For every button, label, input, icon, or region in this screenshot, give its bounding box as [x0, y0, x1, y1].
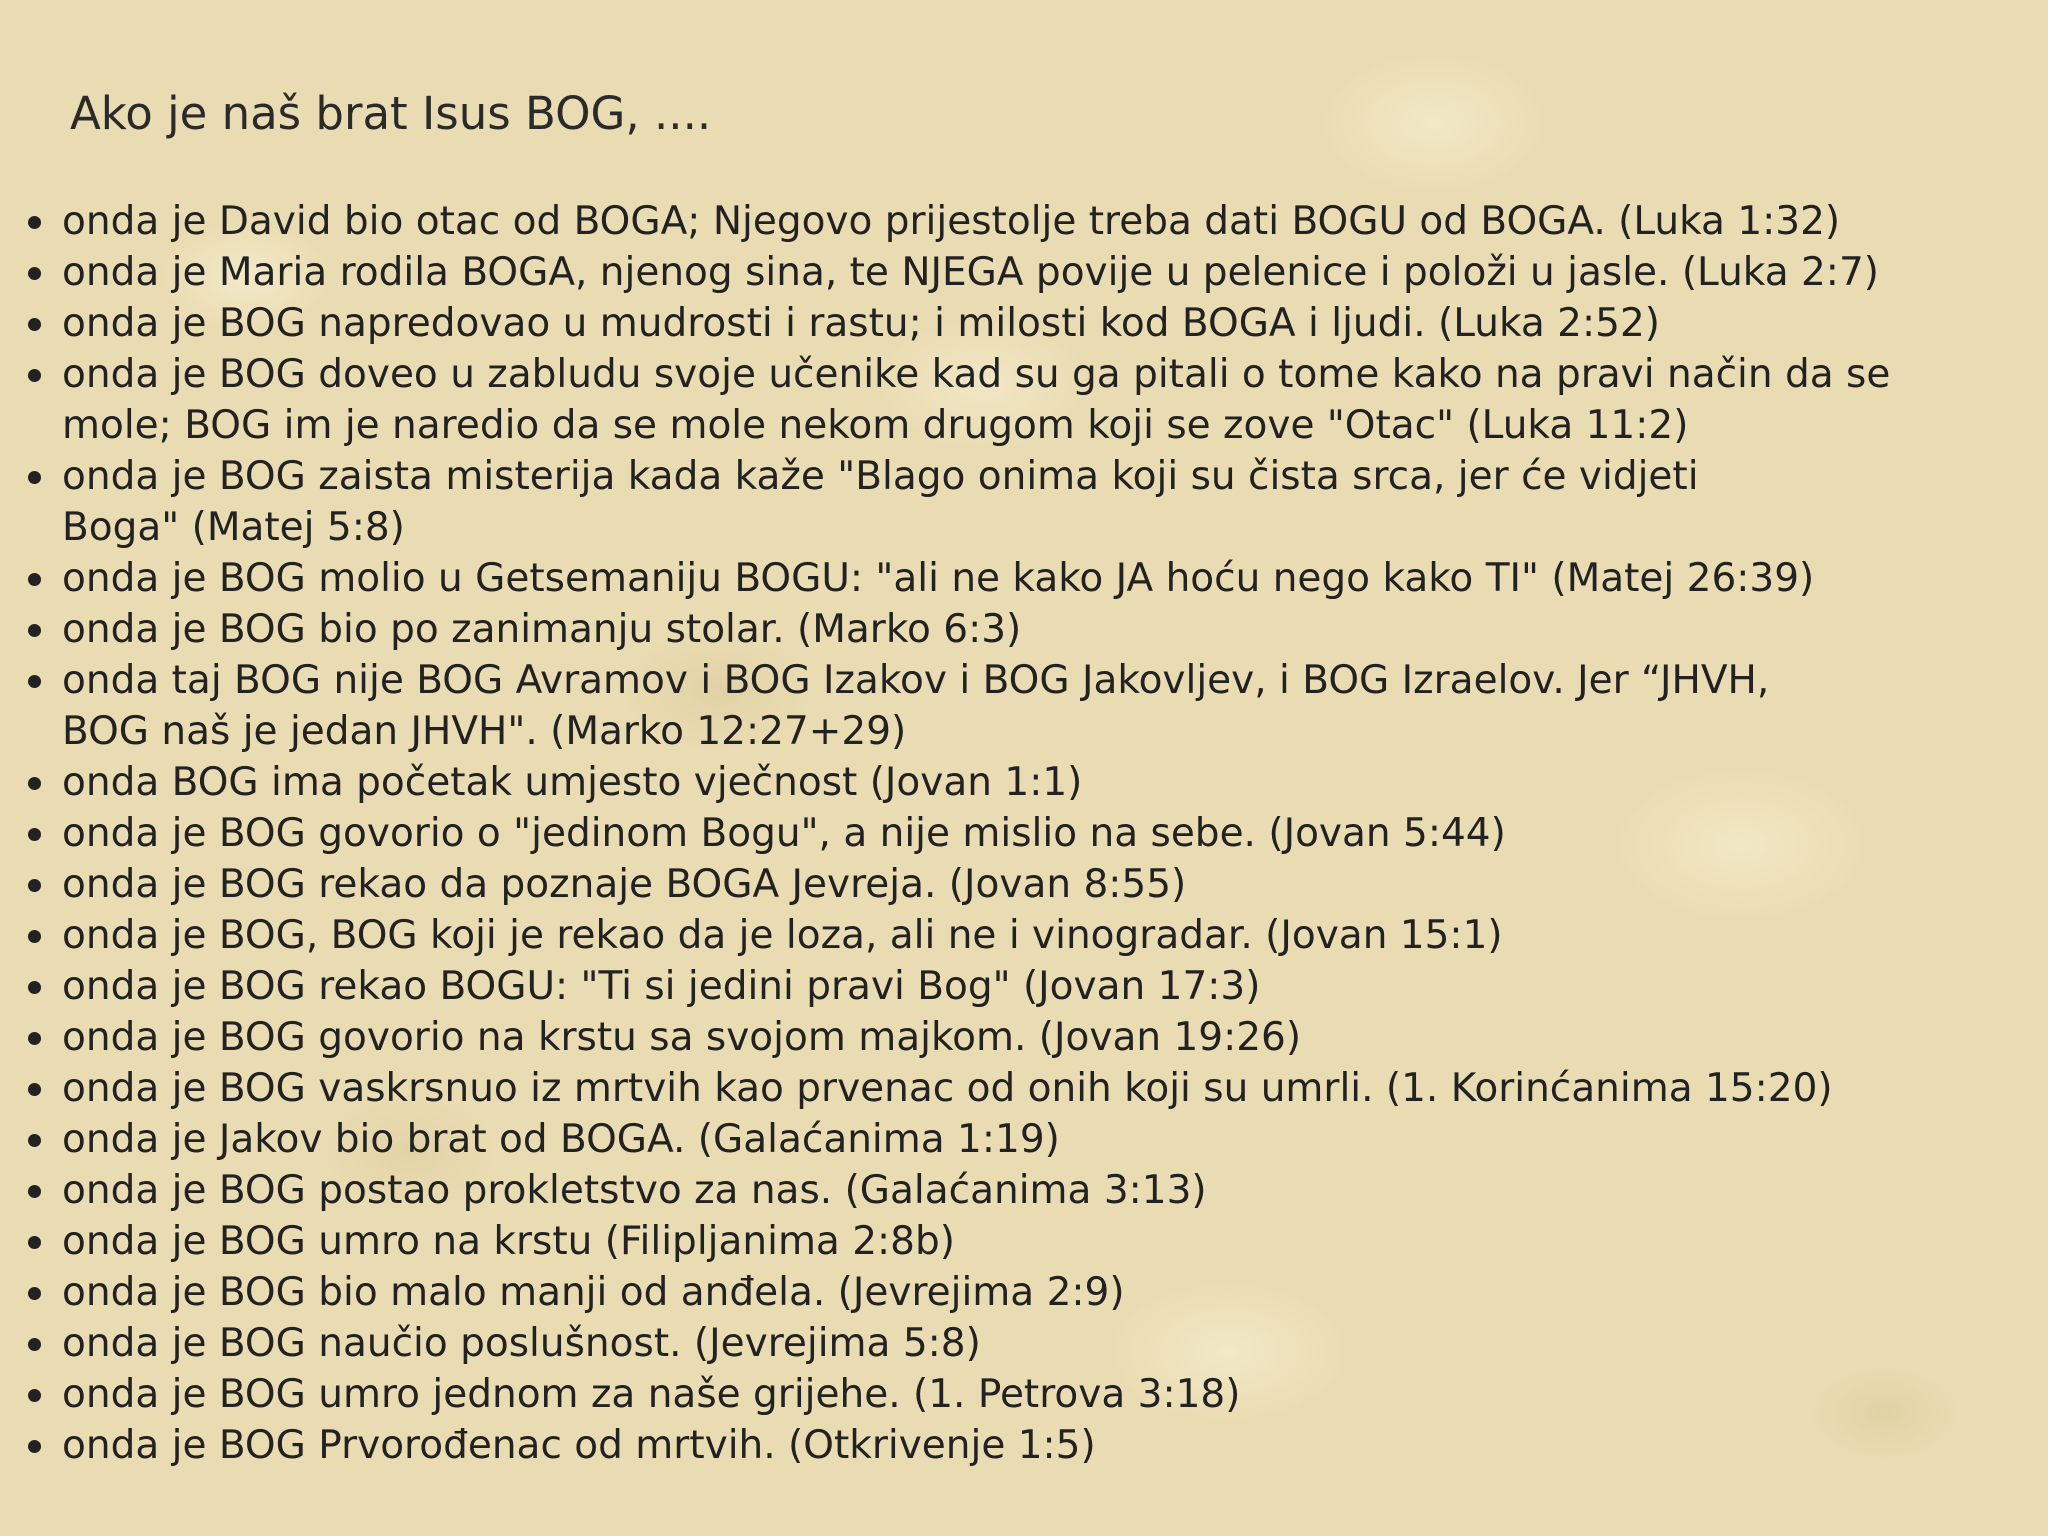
bullet-item [0, 961, 2030, 1012]
bullet-text: onda je Maria rodila BOGA, njenog sina, te NJEGA povije u pelenice i položi u jasle. (Luka 2:7) [62, 250, 1879, 295]
bullet-text: onda je David bio otac od BOGA; Njegovo prijestolje treba dati BOGU od BOGA. (Luka 1:32) [62, 199, 1841, 244]
bullet-text: onda je BOG vaskrsnuo iz mrtvih kao prvenac od onih koji su umrli. (1. Korinćanima 15:20) [62, 1066, 1833, 1111]
bullet-text: onda je BOG govorio o "jedinom Bogu", a nije mislio na sebe. (Jovan 5:44) [62, 811, 1506, 856]
bullet-dot-icon [28, 879, 41, 892]
bullet-text: onda je BOG bio po zanimanju stolar. (Marko 6:3) [62, 607, 1022, 652]
bullet-item [0, 1216, 2030, 1267]
bullet-text: onda je BOG doveo u zabludu svoje učenike kad su ga pitali o tome kako na pravi način da se mole; BOG im je naredio da se mole nekom drugom koji se zove "Otac" (Luka 11:2) [62, 352, 1891, 448]
bullet-dot-icon [28, 1338, 41, 1351]
bullet-dot-icon [28, 1440, 41, 1453]
bullet-text: onda BOG ima početak umjesto vječnost (Jovan 1:1) [62, 760, 1083, 805]
bullet-dot-icon [28, 1287, 41, 1300]
bullet-item [0, 1012, 2030, 1063]
bullet-dot-icon [28, 930, 41, 943]
bullet-item [0, 1267, 2030, 1318]
bullet-text: onda je BOG postao prokletstvo za nas. (Galaćanima 3:13) [62, 1168, 1207, 1213]
bullet-dot-icon [28, 828, 41, 841]
bullet-text: onda je Jakov bio brat od BOGA. (Galaćanima 1:19) [62, 1117, 1060, 1162]
bullet-dot-icon [28, 318, 41, 331]
bullet-text: onda je BOG, BOG koji je rekao da je loza, ali ne i vinogradar. (Jovan 15:1) [62, 913, 1503, 958]
bullet-item [0, 1114, 2030, 1165]
bullet-item [0, 349, 2030, 451]
bullet-item [0, 1165, 2030, 1216]
bullet-text: onda je BOG govorio na krstu sa svojom majkom. (Jovan 19:26) [62, 1015, 1302, 1060]
bullet-item [0, 1369, 2030, 1420]
bullet-item [0, 859, 2030, 910]
bullet-item [0, 910, 2030, 961]
bullet-item [0, 451, 2030, 553]
bullet-item [0, 808, 2030, 859]
bullet-dot-icon [28, 1185, 41, 1198]
bullet-text: onda je BOG umro jednom za naše grijehe. (1. Petrova 3:18) [62, 1372, 1241, 1417]
bullet-text: onda je BOG molio u Getsemaniju BOGU: "ali ne kako JA hoću nego kako TI" (Matej 26:39) [62, 556, 1815, 601]
bullet-dot-icon [28, 216, 41, 229]
bullet-dot-icon [28, 1236, 41, 1249]
bullet-text: onda je BOG rekao da poznaje BOGA Jevreja. (Jovan 8:55) [62, 862, 1187, 907]
bullet-dot-icon [28, 1389, 41, 1402]
bullet-text: onda je BOG Prvorođenac od mrtvih. (Otkrivenje 1:5) [62, 1423, 1096, 1468]
bullet-dot-icon [28, 1032, 41, 1045]
bullet-dot-icon [28, 1134, 41, 1147]
bullet-dot-icon [28, 369, 41, 382]
bullet-dot-icon [28, 675, 41, 688]
bullet-dot-icon [28, 573, 41, 586]
bullet-item [0, 757, 2030, 808]
bullet-dot-icon [28, 471, 41, 484]
slide-title: Ako je naš brat Isus BOG, .... [70, 87, 712, 140]
bullet-dot-icon [28, 1083, 41, 1096]
bullet-item [0, 196, 2030, 247]
bullet-text: onda je BOG umro na krstu (Filipljanima 2:8b) [62, 1219, 955, 1264]
bullet-item [0, 1420, 2030, 1471]
bullet-text: onda taj BOG nije BOG Avramov i BOG Izakov i BOG Jakovljev, i BOG Izraelov. Jer “JHVH, BOG naš je jedan JHVH". (Marko 12:27+29) [62, 658, 1770, 754]
bullet-item [0, 553, 2030, 604]
bullet-item [0, 655, 2030, 757]
bullet-dot-icon [28, 624, 41, 637]
bullet-text: onda je BOG bio malo manji od anđela. (Jevrejima 2:9) [62, 1270, 1125, 1315]
bullet-dot-icon [28, 267, 41, 280]
bullet-dot-icon [28, 981, 41, 994]
bullet-dot-icon [28, 777, 41, 790]
bullet-text: onda je BOG napredovao u mudrosti i rastu; i milosti kod BOGA i ljudi. (Luka 2:52) [62, 301, 1660, 346]
bullet-text: onda je BOG zaista misterija kada kaže "Blago onima koji su čista srca, jer će vidjeti Boga" (Matej 5:8) [62, 454, 1699, 550]
bullet-text: onda je BOG rekao BOGU: "Ti si jedini pravi Bog" (Jovan 17:3) [62, 964, 1261, 1009]
bullet-item [0, 298, 2030, 349]
bullet-item [0, 604, 2030, 655]
bullet-item [0, 1063, 2030, 1114]
bullet-item [0, 1318, 2030, 1369]
bullet-text: onda je BOG naučio poslušnost. (Jevrejima 5:8) [62, 1321, 981, 1366]
bullet-list [0, 196, 2030, 1471]
bullet-item [0, 247, 2030, 298]
